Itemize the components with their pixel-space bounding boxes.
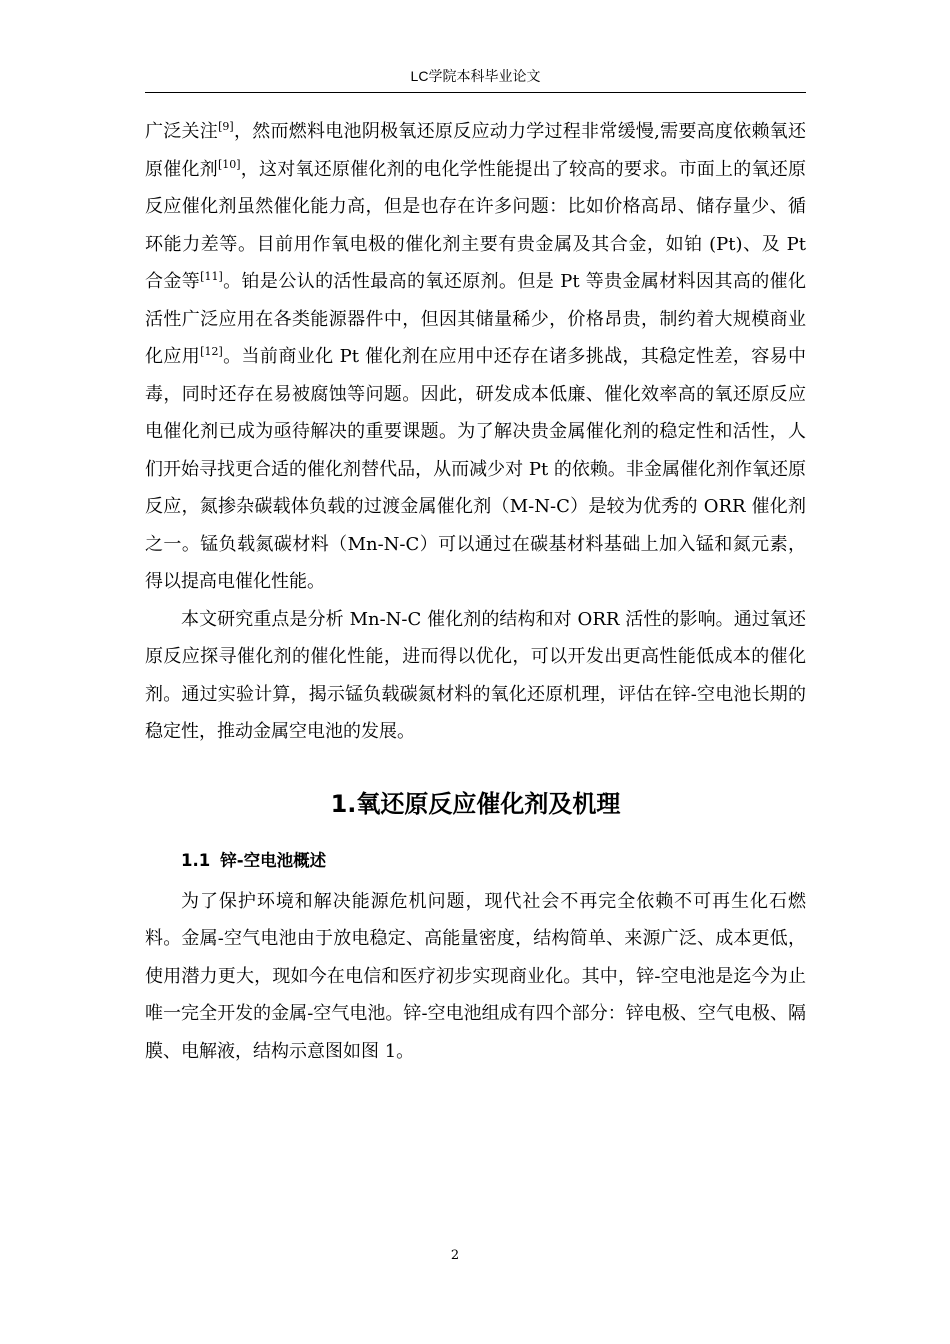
chapter-title: 1.氧还原反应催化剂及机理 [330,789,621,818]
paragraph-text: 。铂是公认的活性最高的氧还原剂。但是 Pt 等贵金属材料因其高的催化活性广泛应用在各类能源器件中，但因其储量稀少，价格昂贵，制约着大规模商业化应用 [145,271,806,367]
paragraph-text: ，然而燃料电池阴极氧还原反应动力学过程非常缓慢,需要高度依赖氧还原催化剂 [145,121,807,180]
paragraph-text: 广泛关注 [145,121,219,142]
section-title-text: 锌-空电池概述 [220,850,327,870]
paragraph-text: ，这对氧还原催化剂的电化学性能提出了较高的要求。市面上的氧还原反应催化剂虽然催化能力高，但是也存在许多问题：比如价格高昂、储存量少、循环能力差等。目前用作氧电极的催化剂主要有贵金属及其合金，如铂 (Pt)、及 Pt 合金等 [145,158,807,292]
page-body [145,113,806,1070]
citation-ref: [9] [218,120,234,133]
paragraph-research-focus: 本文研究重点是分析 Mn-N-C 催化剂的结构和对 ORR 活性的影响。通过氧还原反应探寻催化剂的催化性能，进而得以优化，可以开发出更高性能低成本的催化剂。通过实验计算，揭示锰负载碳氮材料的氧化还原机理，评估在锌-空电池长期的稳定性，推动金属空电池的发展。 [145,608,806,742]
paragraph-text: 。当前商业化 Pt 催化剂在应用中还存在诸多挑战，其稳定性差，容易中毒，同时还存在易被腐蚀等问题。因此，研发成本低廉、催化效率高的氧还原反应电催化剂已成为亟待解决的重要课题。为了解决贵金属催化剂的稳定性和活性，人们开始寻找更合适的催化剂替代品，从而减少对 Pt 的依赖。非金属催化剂作氧还原反应，氮掺杂碳载体负载的过渡金属催化剂（M-N-C）是较为优秀的 ORR 催化剂之一。锰负载氮碳材料（Mn-N-C）可以通过在碳基材料基础上加入锰和氮元素，得以提高电催化性能。 [145,346,806,592]
header-rule [145,92,806,93]
section-heading [145,839,806,883]
section-number: 1.1 [181,850,211,870]
running-header: LC学院本科毕业论文 [410,68,541,84]
citation-ref: [12] [200,345,223,358]
page-number: 2 [450,1248,460,1263]
citation-ref: [10] [217,157,241,171]
paragraph-continuation [145,113,806,601]
citation-ref: [11] [200,270,223,283]
paragraph-zinc-air-overview: 为了保护环境和解决能源危机问题，现代社会不再完全依赖不可再生化石燃料。金属-空气电池由于放电稳定、高能量密度，结构简单、来源广泛、成本更低，使用潜力更大，现如今在电信和医疗初步实现商业化。其中，锌-空电池是迄今为止唯一完全开发的金属-空气电池。锌-空电池组成有四个部分：锌电极、空气电极、隔膜、电解液，结构示意图如图 1。 [145,890,806,1062]
